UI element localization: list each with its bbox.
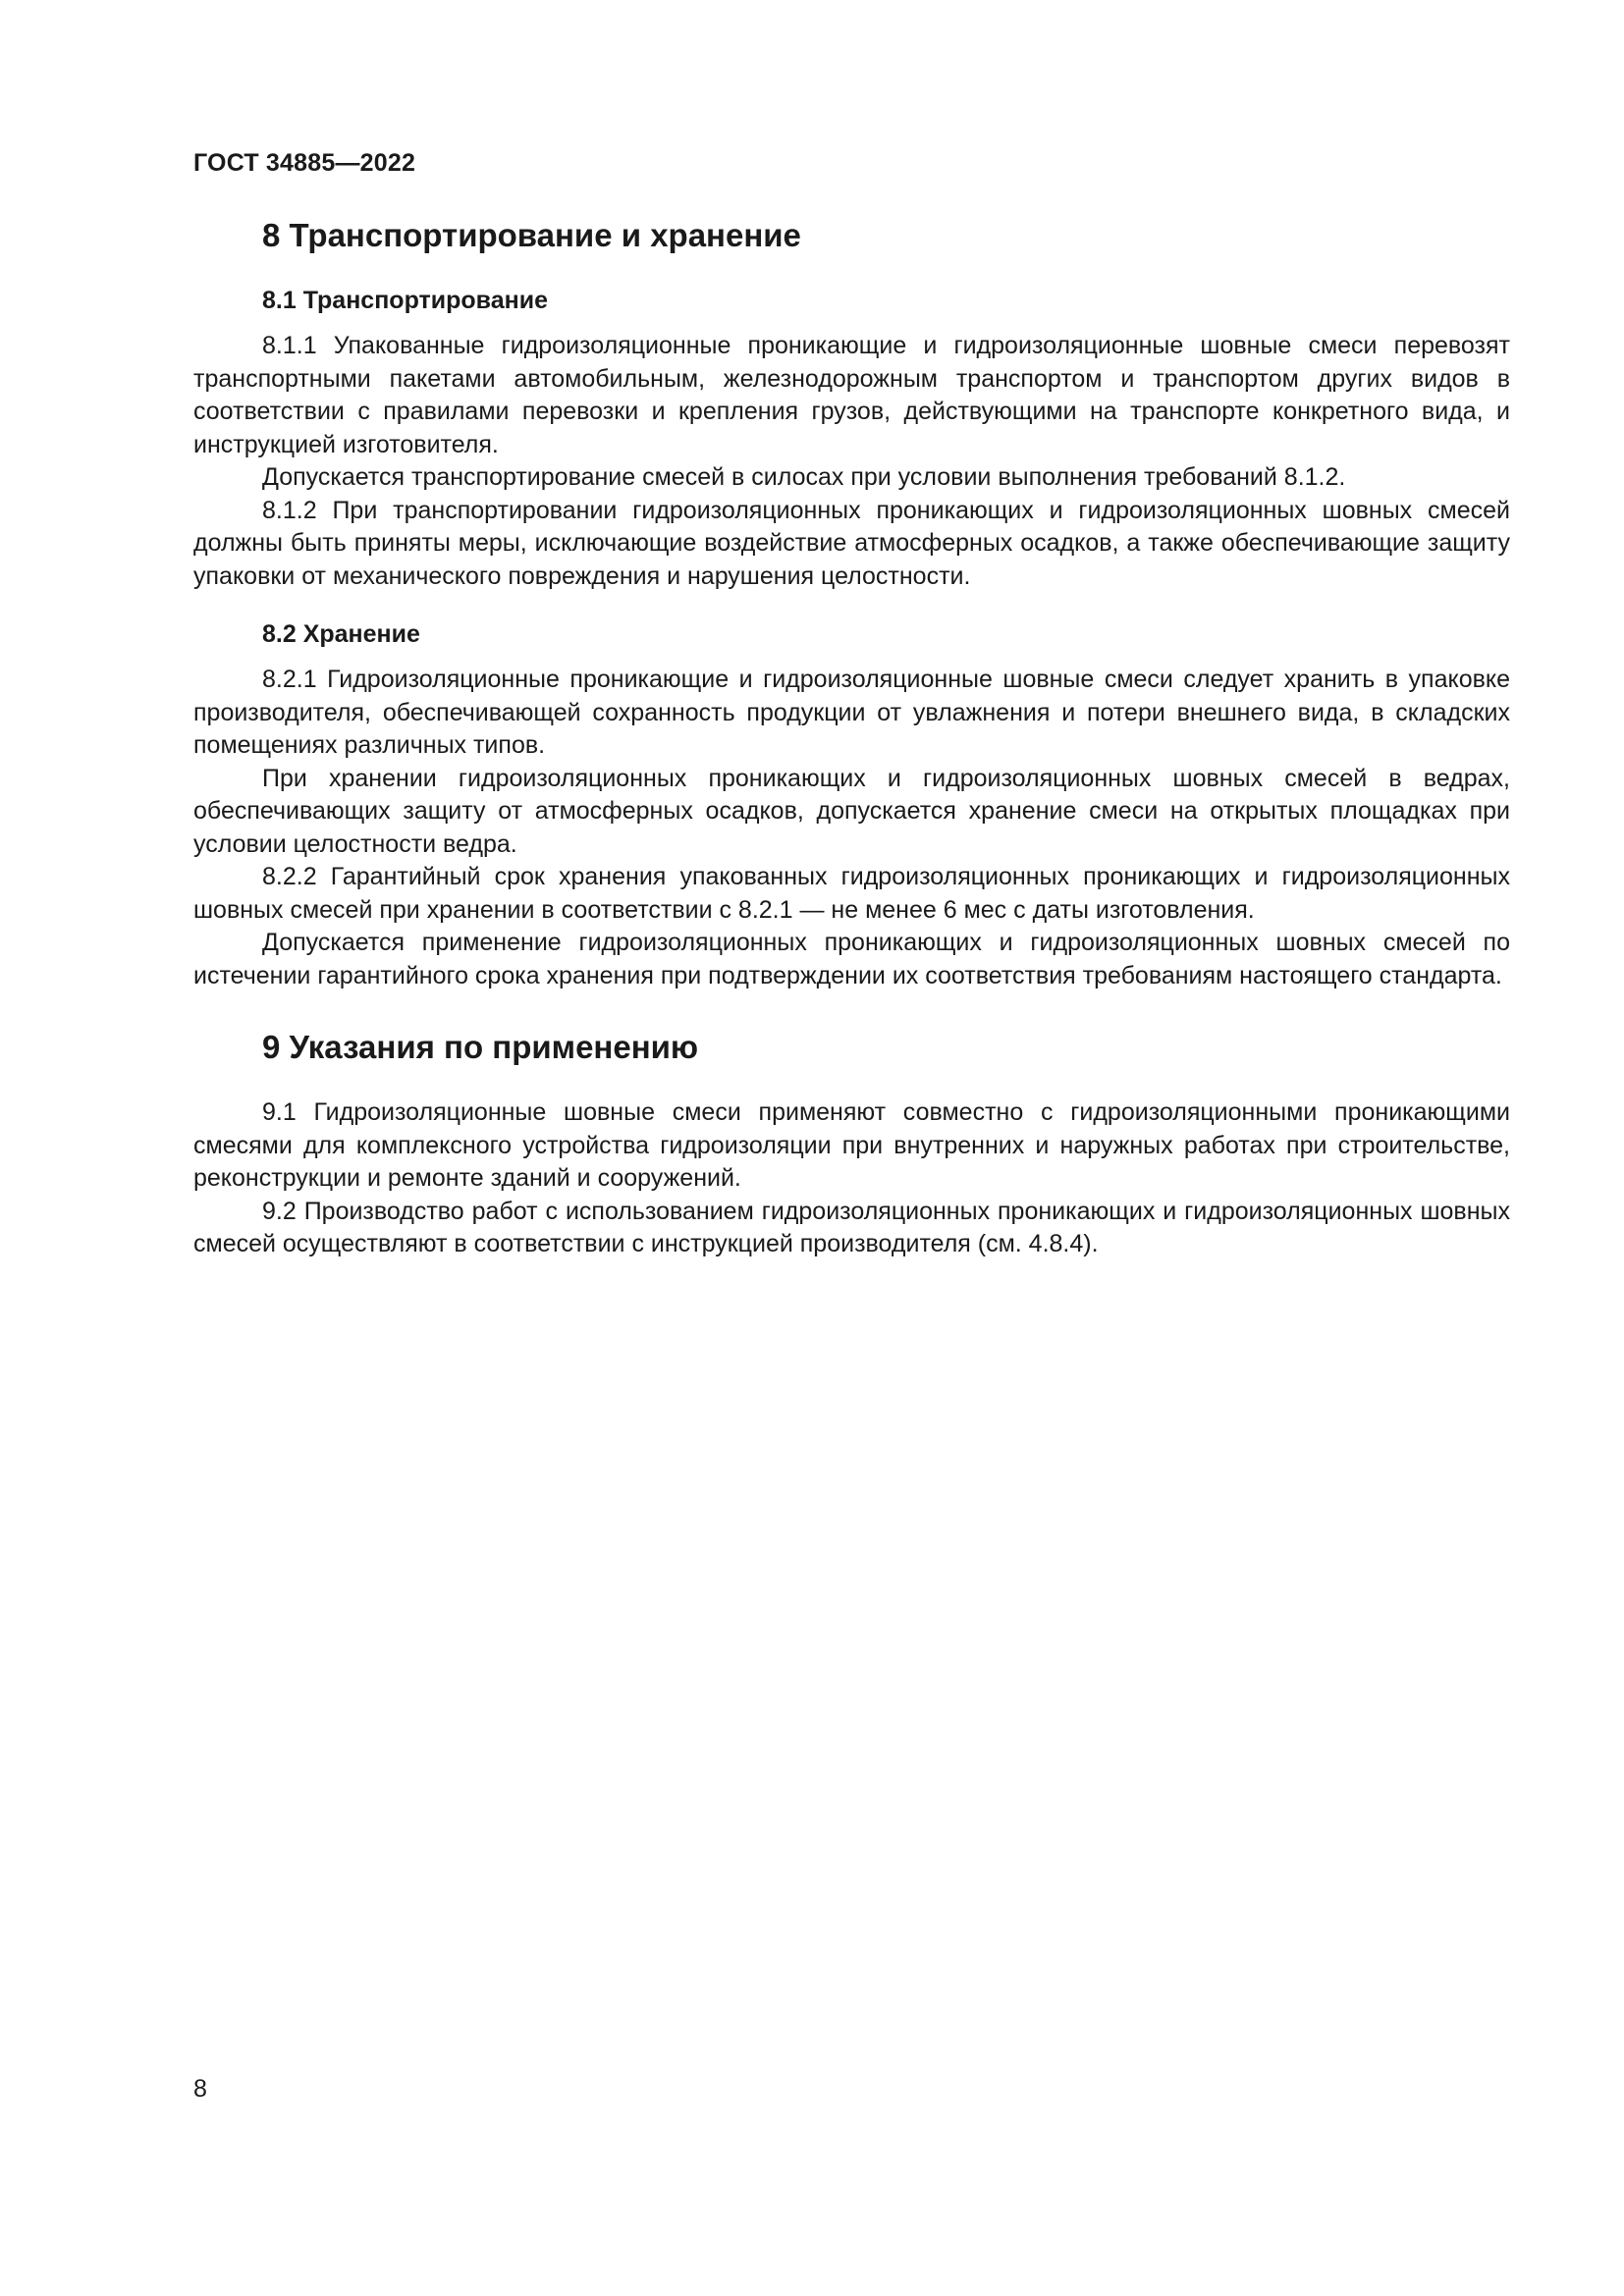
section-9-title: 9 Указания по применению — [262, 1029, 699, 1065]
paragraph-9-1: 9.1 Гидроизоляционные шовные смеси применяют совместно с гидроизоляционными проникающими смесями для комплексного устройства гидроизоляции при внутренних и наружных работах при строительстве, реконструкции и ремонте зданий и сооружений. — [193, 1098, 1510, 1192]
paragraph-8-1-1: 8.1.1 Упакованные гидроизоляционные проникающие и гидроизоляционные шовные смеси перевозят транспортными пакетами автомобильным, железнодорожным транспортом и транспортом других видов в соответствии с правилами перевозки и крепления грузов, действующими на транспорте конкретного вида, и инструкцией изготовителя. — [193, 332, 1510, 458]
document-header: ГОСТ 34885—2022 — [193, 149, 416, 177]
page-number: 8 — [193, 2075, 207, 2103]
paragraph-8-1-2: 8.1.2 При транспортировании гидроизоляционных проникающих и гидроизоляционных шовных смесей должны быть приняты меры, исключающие воздействие атмосферных осадков, а также обеспечивающие защиту упаковки от механического повреждения и нарушения целостности. — [193, 496, 1510, 590]
paragraph-8-2-2: 8.2.2 Гарантийный срок хранения упакованных гидроизоляционных проникающих и гидроизоляционных шовных смесей при хранении в соответствии с 8.2.1 — не менее 6 мес с даты изготовления. — [193, 863, 1510, 924]
paragraph-8-2-2-expiry: Допускается применение гидроизоляционных проникающих и гидроизоляционных шовных смесей по истечении гарантийного срока хранения при подтверждении их соответствия требованиям настоящего стандарта. — [193, 929, 1510, 989]
section-8-title: 8 Транспортирование и хранение — [262, 217, 801, 253]
subsection-8-2-title: 8.2 Хранение — [262, 620, 420, 648]
document-body — [193, 216, 1510, 1261]
paragraph-9-2: 9.2 Производство работ с использованием гидроизоляционных проникающих и гидроизоляционных шовных смесей осуществляют в соответствии с инструкцией производителя (см. 4.8.4). — [193, 1197, 1510, 1257]
subsection-8-1-title: 8.1 Транспортирование — [262, 287, 548, 314]
paragraph-8-1-1-silos: Допускается транспортирование смесей в силосах при условии выполнения требований 8.1.2. — [262, 463, 1346, 491]
paragraph-8-2-1: 8.2.1 Гидроизоляционные проникающие и гидроизоляционные шовные смеси следует хранить в упаковке производителя, обеспечивающей сохранность продукции от увлажнения и потери внешнего вида, в складских помещениях различных типов. — [193, 666, 1510, 759]
paragraph-8-2-1-buckets: При хранении гидроизоляционных проникающих и гидроизоляционных шовных смесей в ведрах, обеспечивающих защиту от атмосферных осадков, допускается хранение смеси на открытых площадках при условии целостности ведра. — [193, 764, 1510, 858]
